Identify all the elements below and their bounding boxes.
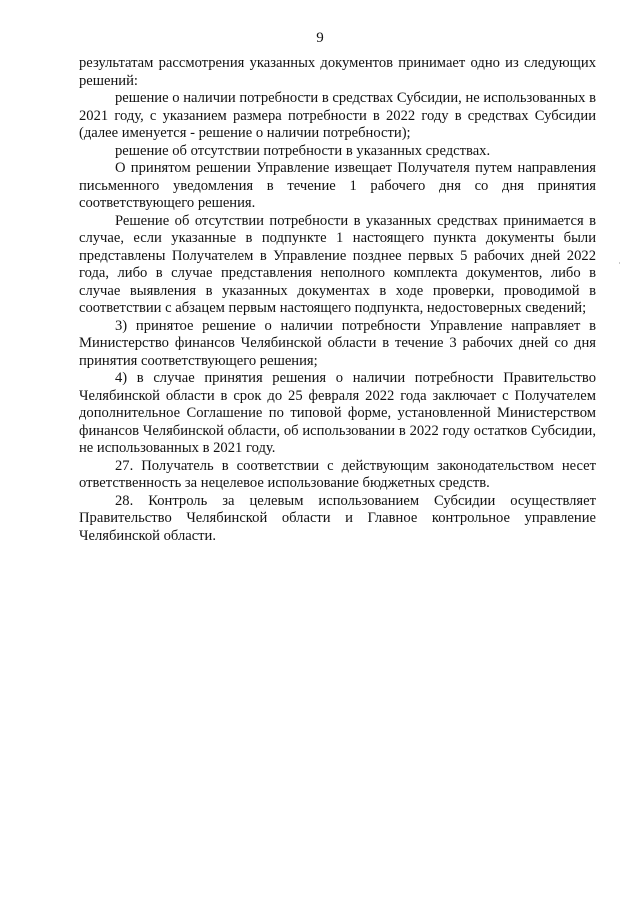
page-number: 9 bbox=[316, 30, 324, 46]
paragraph-continuation: результатам рассмотрения указанных документов принимает одно из следующих решений: bbox=[79, 55, 596, 89]
paragraph-notification: О принятом решении Управление извещает Получателя путем направления письменного уведомления в течение 1 рабочего дня со дня принятия соответствующего решения. bbox=[79, 160, 596, 211]
paragraph-no-need-conditions: Решение об отсутствии потребности в указанных средствах принимается в случае, если указанные в подпункте 1 настоящего пункта документы были представлены Получателем в Управление позднее первых 5 рабочих дней 2022 года, либо в случае представления неполного комплекта документов, либо в случае выявления в указанных документах в ходе проверки, проводимой в соответствии с абзацем первым настоящего подпункта, недостоверных сведений; bbox=[79, 212, 596, 316]
document-body bbox=[79, 55, 596, 545]
paragraph-subitem-4: 4) в случае принятия решения о наличии потребности Правительство Челябинской области в срок до 25 февраля 2022 года заключает с Получателем дополнительное Соглашение по типовой форме, установленной Министерством финансов Челябинской области, об использовании в 2022 году остатков Субсидии, не использованных в 2021 году. bbox=[79, 370, 596, 456]
paragraph-item-28: 28. Контроль за целевым использованием Субсидии осуществляет Правительство Челябинской области и Главное контрольное управление Челябинской области. bbox=[79, 492, 596, 544]
paragraph-decision-need: решение о наличии потребности в средствах Субсидии, не использованных в 2021 году, с указанием размера потребности в 2022 году в средствах Субсидии (далее именуется - решение о наличии потребности); bbox=[79, 90, 596, 141]
paragraph-subitem-3: 3) принятое решение о наличии потребности Управление направляет в Министерство финансов Челябинской области в течение 3 рабочих дней со дня принятия соответствующего решения; bbox=[79, 317, 596, 369]
scan-speck bbox=[619, 262, 620, 264]
paragraph-item-27: 27. Получатель в соответствии с действующим законодательством несет ответственность за нецелевое использование бюджетных средств. bbox=[79, 457, 596, 491]
paragraph-decision-no-need: решение об отсутствии потребности в указанных средствах. bbox=[115, 142, 491, 159]
